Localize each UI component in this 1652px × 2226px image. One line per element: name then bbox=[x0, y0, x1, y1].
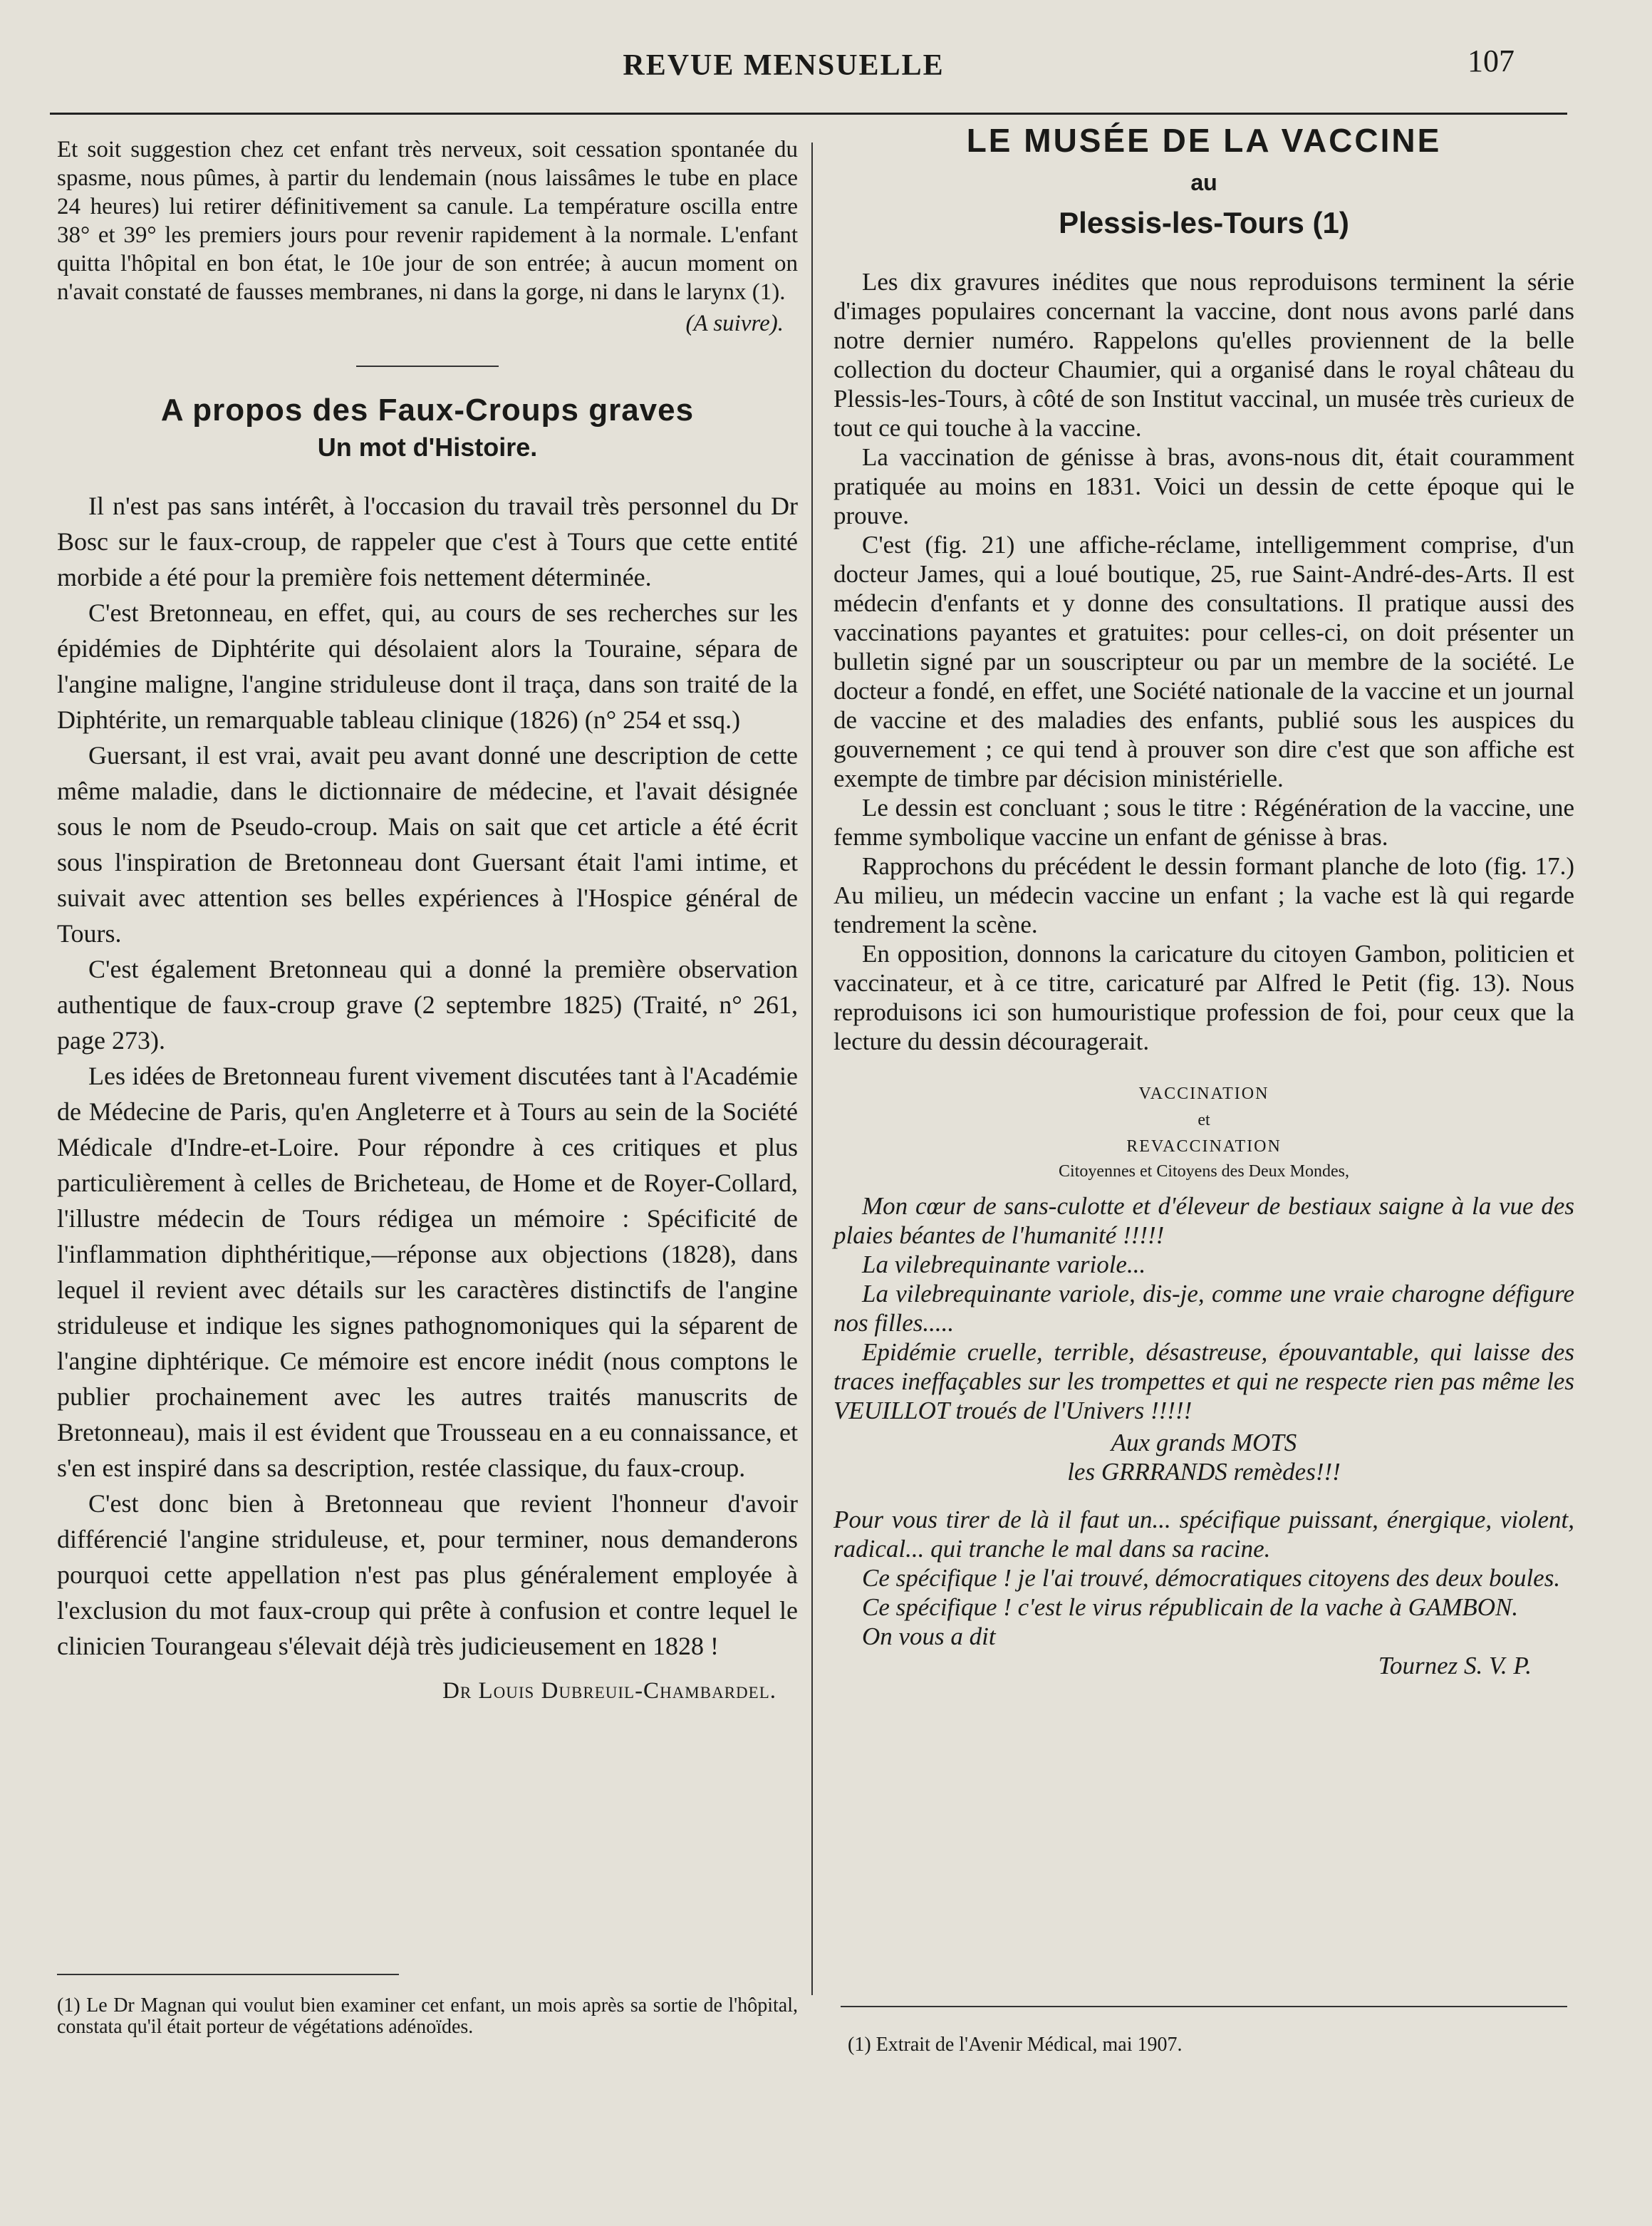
poster-line: Pour vous tirer de là il faut un... spécifique puissant, énergique, violent, radical... qui tranche le mal dans sa racine. bbox=[833, 1506, 1574, 1563]
running-title: REVUE MENSUELLE bbox=[623, 49, 945, 82]
poster-center-line: les GRRRANDS remèdes!!! bbox=[1067, 1458, 1341, 1486]
poster-line: Ce spécifique ! c'est le virus républicain de la vache à GAMBON. bbox=[862, 1593, 1519, 1621]
poster-salutation: Citoyennes et Citoyens des Deux Mondes, bbox=[1059, 1162, 1349, 1181]
paragraph: Il n'est pas sans intérêt, à l'occasion du travail très personnel du Dr Bosc sur le faux-croup, de rappeler que c'est à Tours que cette entité morbide a été pour la première fois nettement déterminée. bbox=[57, 492, 798, 591]
footnote-rule bbox=[841, 2006, 1567, 2007]
paragraph: En opposition, donnons la caricature du citoyen Gambon, politicien et vaccinateur, et à ce titre, caricaturé par Alfred le Petit (fig. 13). Nous reproduisons ici son humouristique profession de foi, pour ceux que la lecture du dessin découragerait. bbox=[833, 940, 1574, 1055]
column-divider bbox=[811, 143, 813, 1995]
left-column bbox=[57, 135, 798, 1704]
paragraph: Les idées de Bretonneau furent vivement discutées tant à l'Académie de Médecine de Paris, qu'en Angleterre et à Tours au sein de la Société Médicale d'Indre-et-Loire. Pour répondre à ces critiques et plus particulièrement à celles de Bricheteau, de Home et de Royer-Collard, l'illustre médecin de Tours rédigea un mémoire : Spécificité de l'inflammation diphthéritique,—réponse aux objections (1828), dans lequel il revient avec détails sur les caractères distinctifs de l'angine striduleuse et indique les signes pathognomoniques qui la séparent de l'angine diphtérique. Ce mémoire est encore inédit (nous comptons le publier prochainement avec les autres traités manuscrits de Bretonneau), mais il est évident que Trousseau en a eu connaissance, et s'en est inspiré dans sa description, restée classique, du faux-croup. bbox=[57, 1062, 798, 1482]
paragraph: C'est également Bretonneau qui a donné la première observation authentique de faux-croup grave (2 septembre 1825) (Traité, n° 261, page 273). bbox=[57, 955, 798, 1055]
paragraph: C'est (fig. 21) une affiche-réclame, intelligemment comprise, d'un docteur James, qui a loué boutique, 25, rue Saint-André-des-Arts. Il est médecin d'enfants et y donne des consultations. Il pratique aussi des vaccinations payantes et gratuites: pour celles-ci, on doit présenter un bulletin signé par un souscripteur ou par un membre de la société. Le docteur a fondé, en effet, une Société nationale de la vaccine et un journal de vaccine et des maladies des enfants, publié sous les auspices du gouvernement ; ce qui tend à prouver son dire c'est que son affiche est exempte de timbre par décision ministérielle. bbox=[833, 531, 1574, 792]
author-signature bbox=[57, 1678, 798, 1704]
header-rule bbox=[50, 113, 1567, 115]
separator-rule bbox=[356, 366, 499, 367]
poster-line: La vilebrequinante variole... bbox=[862, 1251, 1146, 1278]
right-footnote: (1) Extrait de l'Avenir Médical, mai 1907. bbox=[848, 2034, 1183, 2056]
article-body bbox=[57, 488, 798, 1664]
left-footnote: (1) Le Dr Magnan qui voulut bien examiner cet enfant, un mois après sa sortie de l'hôpital, constata qu'il était porteur de végétations adénoïdes. bbox=[57, 1994, 798, 2038]
right-column bbox=[833, 121, 1574, 1680]
poster-heading-revaccination: REVACCINATION bbox=[1126, 1137, 1282, 1156]
poster-line: La vilebrequinante variole, dis-je, comme une vraie charogne défigure nos filles..... bbox=[833, 1280, 1574, 1337]
poster-heading-vaccination: VACCINATION bbox=[1138, 1084, 1269, 1103]
poster-center-line: Aux grands MOTS bbox=[1111, 1429, 1297, 1456]
poster-lines bbox=[833, 1191, 1574, 1425]
page-number: 107 bbox=[1467, 43, 1515, 78]
paragraph: Guersant, il est vrai, avait peu avant donné une description de cette même maladie, dans le dictionnaire de médecine, et l'avait désignée sous le nom de Pseudo-croup. Mais on sait que cet article a été écrit sous l'inspiration de Bretonneau dont Guersant était l'ami intime, et suivait avec attention ses belles expériences à l'Hospice général de Tours. bbox=[57, 741, 798, 948]
article-subtitle: Un mot d'Histoire. bbox=[317, 433, 538, 462]
museum-body bbox=[833, 267, 1574, 1056]
poster-line: Epidémie cruelle, terrible, désastreuse, épouvantable, qui laisse des traces ineffaçables sur les trompettes et qui ne respecte rien pas même les VEUILLOT troués de l'Univers !!!!! bbox=[833, 1338, 1574, 1424]
paragraph: Les dix gravures inédites que nous reproduisons terminent la série d'images populaires concernant la vaccine, dont nous avons parlé dans notre dernier numéro. Rappelons qu'elles proviennent de la belle collection du docteur Chaumier, qui a organisé dans le royal château du Plessis-les-Tours, à côté de son Institut vaccinal, un musée très curieux de tout ce qui touche à la vaccine. bbox=[833, 268, 1574, 442]
poster-text bbox=[833, 1084, 1574, 1680]
footnote-rule bbox=[57, 1974, 399, 1975]
poster-line: Ce spécifique ! je l'ai trouvé, démocratiques citoyens des deux boules. bbox=[862, 1564, 1561, 1592]
poster-line: On vous a dit bbox=[862, 1622, 996, 1650]
poster-tournez: Tournez S. V. P. bbox=[1378, 1652, 1532, 1679]
paragraph: Rapprochons du précédent le dessin formant planche de loto (fig. 17.) Au milieu, un médecin vaccine un enfant ; la vache est là qui regarde tendrement la scène. bbox=[833, 852, 1574, 938]
poster-et: et bbox=[1198, 1111, 1210, 1129]
title-place: Plessis-les-Tours (1) bbox=[1059, 206, 1349, 239]
to-be-continued: (A suivre). bbox=[685, 311, 784, 336]
poster-lines-2 bbox=[833, 1505, 1574, 1651]
museum-title: LE MUSÉE DE LA VACCINE bbox=[966, 122, 1442, 159]
article-title: A propos des Faux-Croups graves bbox=[160, 393, 695, 428]
author-name: Dr Louis Dubreuil-Chambardel. bbox=[442, 1678, 776, 1704]
poster-line: Mon cœur de sans-culotte et d'éleveur de bestiaux saigne à la vue des plaies béantes de l'humanité !!!!! bbox=[833, 1192, 1574, 1249]
paragraph: C'est Bretonneau, en effet, qui, au cours de ses recherches sur les épidémies de Diphtérite qui désolaient alors la Touraine, sépara de l'angine maligne, l'angine striduleuse dont il traça, dans son traité de la Diphtérite, un remarquable tableau clinique (1826) (n° 254 et ssq.) bbox=[57, 599, 798, 734]
title-au: au bbox=[1190, 170, 1217, 195]
paragraph: Le dessin est concluant ; sous le titre : Régénération de la vaccine, une femme symbolique vaccine un enfant de génisse à bras. bbox=[833, 794, 1574, 851]
paragraph: La vaccination de génisse à bras, avons-nous dit, était couramment pratiquée au moins en 1831. Voici un dessin de cette époque qui le prouve. bbox=[833, 443, 1574, 529]
continued-text: Et soit suggestion chez cet enfant très nerveux, soit cessation spontanée du spasme, nous pûmes, à partir du lendemain (nous laissâmes le tube en place 24 heures) lui retirer définitivement sa canule. La température oscilla entre 38° et 39° les premiers jours pour revenir rapidement à la normale. L'enfant quitta l'hôpital en bon état, le 10e jour de son entrée; à aucun moment on n'avait constaté de fausses membranes, ni dans la gorge, ni dans le larynx (1). bbox=[57, 137, 798, 305]
paragraph: C'est donc bien à Bretonneau que revient l'honneur d'avoir différencié l'angine striduleuse, et, pour terminer, nous demanderons pourquoi cette appellation n'est pas plus généralement employée à l'exclusion du mot faux-croup qui prête à confusion et contre lequel le clinicien Tourangeau s'élevait déjà très judicieusement en 1828 ! bbox=[57, 1489, 798, 1660]
